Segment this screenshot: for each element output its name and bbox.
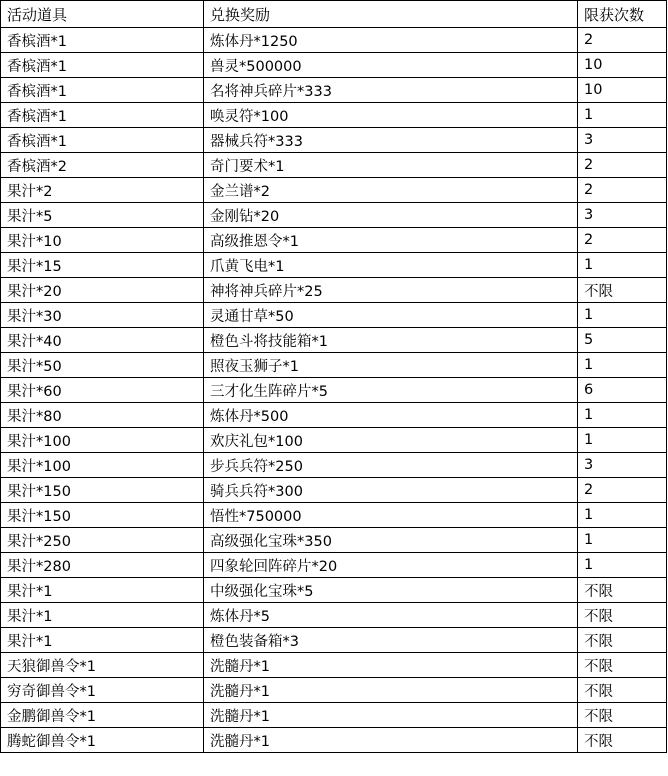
cell-activity-item: 果汁*80 [1, 403, 204, 428]
cell-limit: 1 [578, 528, 667, 553]
cell-reward: 名将神兵碎片*333 [204, 78, 578, 103]
table-row [1, 528, 667, 553]
table-row [1, 278, 667, 303]
cell-reward: 灵通甘草*50 [204, 303, 578, 328]
cell-limit: 1 [578, 353, 667, 378]
cell-activity-item: 香槟酒*1 [1, 128, 204, 153]
cell-activity-item: 果汁*1 [1, 628, 204, 653]
cell-reward: 步兵兵符*250 [204, 453, 578, 478]
header-limit: 限获次数 [578, 1, 667, 28]
cell-limit: 2 [578, 228, 667, 253]
cell-activity-item: 果汁*280 [1, 553, 204, 578]
cell-limit: 不限 [578, 578, 667, 603]
table-row [1, 503, 667, 528]
cell-reward: 爪黄飞电*1 [204, 253, 578, 278]
cell-limit: 不限 [578, 703, 667, 728]
table-row [1, 428, 667, 453]
cell-limit: 5 [578, 328, 667, 353]
cell-limit: 不限 [578, 653, 667, 678]
cell-reward: 金刚钻*20 [204, 203, 578, 228]
cell-activity-item: 天狼御兽令*1 [1, 653, 204, 678]
cell-limit: 2 [578, 478, 667, 503]
table-row [1, 353, 667, 378]
header-reward: 兑换奖励 [204, 1, 578, 28]
cell-limit: 1 [578, 103, 667, 128]
cell-activity-item: 果汁*1 [1, 603, 204, 628]
table-row [1, 703, 667, 728]
cell-reward: 奇门要术*1 [204, 153, 578, 178]
table-header [1, 1, 667, 28]
cell-reward: 洗髓丹*1 [204, 678, 578, 703]
cell-limit: 3 [578, 203, 667, 228]
cell-reward: 骑兵兵符*300 [204, 478, 578, 503]
cell-activity-item: 果汁*1 [1, 578, 204, 603]
cell-activity-item: 果汁*150 [1, 478, 204, 503]
cell-limit: 1 [578, 553, 667, 578]
cell-reward: 三才化生阵碎片*5 [204, 378, 578, 403]
table-row [1, 728, 667, 753]
table-row [1, 203, 667, 228]
cell-activity-item: 果汁*40 [1, 328, 204, 353]
cell-reward: 洗髓丹*1 [204, 653, 578, 678]
cell-limit: 不限 [578, 728, 667, 753]
table-row [1, 378, 667, 403]
cell-reward: 金兰谱*2 [204, 178, 578, 203]
cell-reward: 炼体丹*500 [204, 403, 578, 428]
cell-limit: 6 [578, 378, 667, 403]
cell-reward: 欢庆礼包*100 [204, 428, 578, 453]
cell-limit: 不限 [578, 278, 667, 303]
cell-activity-item: 果汁*100 [1, 453, 204, 478]
cell-reward: 橙色装备箱*3 [204, 628, 578, 653]
table-row [1, 53, 667, 78]
cell-activity-item: 果汁*60 [1, 378, 204, 403]
cell-reward: 橙色斗将技能箱*1 [204, 328, 578, 353]
table-row [1, 478, 667, 503]
cell-activity-item: 果汁*100 [1, 428, 204, 453]
cell-reward: 唤灵符*100 [204, 103, 578, 128]
table-row [1, 253, 667, 278]
table-row [1, 578, 667, 603]
table-row [1, 628, 667, 653]
cell-limit: 不限 [578, 678, 667, 703]
header-activity-item: 活动道具 [1, 1, 204, 28]
cell-limit: 1 [578, 428, 667, 453]
cell-reward: 四象轮回阵碎片*20 [204, 553, 578, 578]
table-row [1, 653, 667, 678]
cell-limit: 1 [578, 403, 667, 428]
cell-limit: 1 [578, 303, 667, 328]
cell-activity-item: 香槟酒*1 [1, 53, 204, 78]
cell-reward: 炼体丹*5 [204, 603, 578, 628]
cell-limit: 2 [578, 178, 667, 203]
table-row [1, 403, 667, 428]
table-row [1, 153, 667, 178]
table-row [1, 328, 667, 353]
cell-limit: 2 [578, 153, 667, 178]
cell-activity-item: 果汁*150 [1, 503, 204, 528]
header-row [1, 1, 667, 28]
cell-reward: 照夜玉狮子*1 [204, 353, 578, 378]
cell-activity-item: 果汁*50 [1, 353, 204, 378]
cell-reward: 器械兵符*333 [204, 128, 578, 153]
cell-reward: 兽灵*500000 [204, 53, 578, 78]
cell-activity-item: 果汁*5 [1, 203, 204, 228]
table-row [1, 603, 667, 628]
cell-activity-item: 香槟酒*2 [1, 153, 204, 178]
cell-reward: 悟性*750000 [204, 503, 578, 528]
table-row [1, 103, 667, 128]
table-row [1, 178, 667, 203]
table-row [1, 28, 667, 53]
cell-activity-item: 果汁*15 [1, 253, 204, 278]
cell-limit: 3 [578, 128, 667, 153]
table-row [1, 78, 667, 103]
cell-reward: 神将神兵碎片*25 [204, 278, 578, 303]
table-body [1, 28, 667, 753]
cell-activity-item: 果汁*250 [1, 528, 204, 553]
cell-activity-item: 香槟酒*1 [1, 78, 204, 103]
cell-reward: 高级强化宝珠*350 [204, 528, 578, 553]
cell-activity-item: 果汁*10 [1, 228, 204, 253]
table-row [1, 303, 667, 328]
cell-reward: 高级推恩令*1 [204, 228, 578, 253]
table-row [1, 678, 667, 703]
cell-activity-item: 香槟酒*1 [1, 103, 204, 128]
table-row [1, 453, 667, 478]
cell-reward: 洗髓丹*1 [204, 728, 578, 753]
cell-limit: 1 [578, 503, 667, 528]
cell-limit: 1 [578, 253, 667, 278]
cell-reward: 中级强化宝珠*5 [204, 578, 578, 603]
table-row [1, 128, 667, 153]
cell-activity-item: 香槟酒*1 [1, 28, 204, 53]
cell-activity-item: 金鹏御兽令*1 [1, 703, 204, 728]
cell-activity-item: 穷奇御兽令*1 [1, 678, 204, 703]
cell-activity-item: 果汁*2 [1, 178, 204, 203]
cell-activity-item: 果汁*30 [1, 303, 204, 328]
cell-limit: 10 [578, 78, 667, 103]
table-row [1, 553, 667, 578]
table-row [1, 228, 667, 253]
cell-limit: 不限 [578, 603, 667, 628]
cell-limit: 10 [578, 53, 667, 78]
cell-limit: 2 [578, 28, 667, 53]
cell-reward: 炼体丹*1250 [204, 28, 578, 53]
cell-activity-item: 腾蛇御兽令*1 [1, 728, 204, 753]
cell-activity-item: 果汁*20 [1, 278, 204, 303]
cell-limit: 3 [578, 453, 667, 478]
cell-limit: 不限 [578, 628, 667, 653]
cell-reward: 洗髓丹*1 [204, 703, 578, 728]
